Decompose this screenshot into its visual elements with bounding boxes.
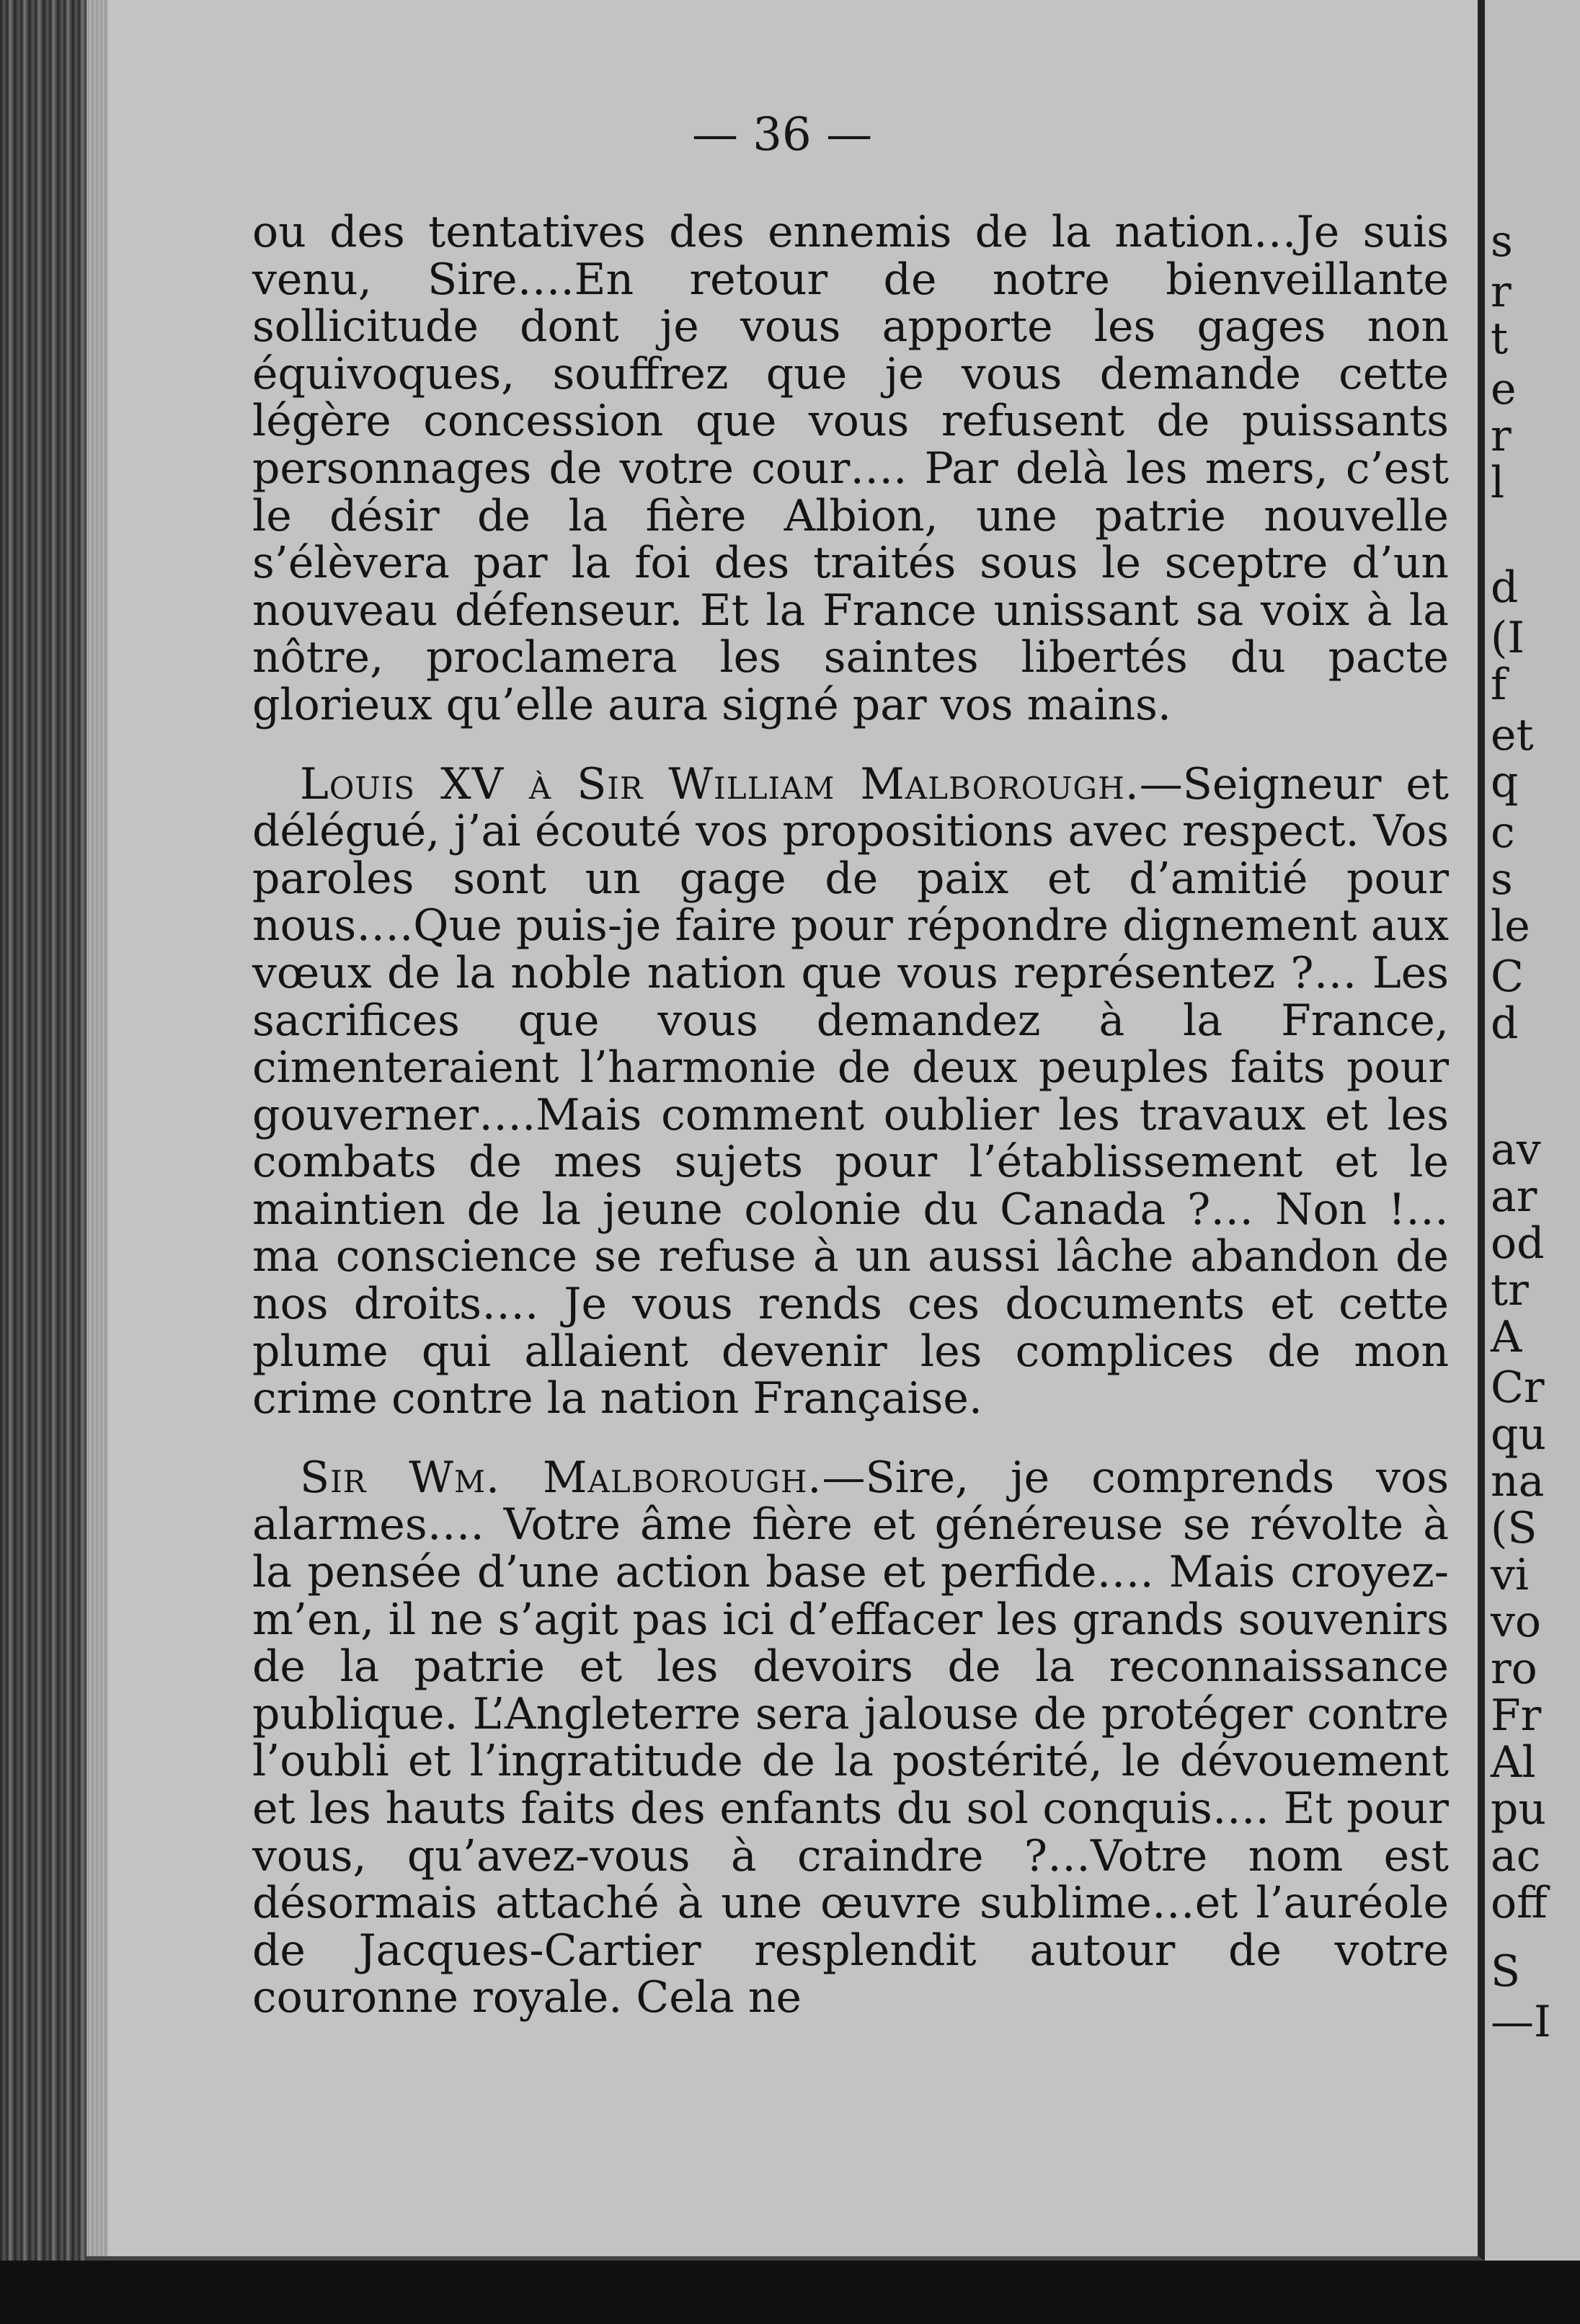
facing-page-fragment: off	[1491, 1878, 1548, 1928]
paragraph-continuation	[252, 209, 1449, 729]
facing-page-fragment: Cr	[1491, 1362, 1545, 1413]
facing-page-fragment: s	[1491, 216, 1513, 267]
paragraph-text: —Sire, je comprends vos alarmes…. Votre âme fière et généreuse se révolte à la pensée d’une action base et perfide…. Mais croyez-m’en, il ne s’agit pas ici d’effacer les grands souvenirs de la patrie et les devoirs de la reconnaissance publique. L’Angleterre sera jalouse de protéger contre l’oubli et l’ingratitude de la postérité, le dévouement et les hauts faits des enfants du sol conquis…. Et pour vous, qu’avez-vous à craindre ?…Votre nom est désormais attaché à une œuvre sublime…et l’auréole de Jacques-Cartier resplendit autour de votre couronne royale. Cela ne	[252, 1452, 1449, 2023]
facing-page-fragment: vi	[1491, 1550, 1530, 1600]
paragraph-text: —Seigneur et délégué, j’ai écouté vos propositions avec respect. Vos paroles sont un gage de paix et d’amitié pour nous….Que puis-je faire pour répondre dignement aux vœux de la noble nation que vous représentez ?… Les sacrifices que vous demandez à la France, cimenteraient l’harmonie de deux peuples faits pour gouverner….Mais comment oublier les travaux et les combats de mes sujets pour l’établissement et le maintien de la jeune colonie du Canada ?… Non !… ma conscience se refuse à un aussi lâche abandon de nos droits…. Je vous rends ces documents et cette plume qui allaient devenir les complices de mon crime contre la nation Française.	[252, 758, 1450, 1424]
facing-page-fragment: r	[1491, 411, 1512, 461]
facing-page-fragment: q	[1491, 757, 1519, 807]
facing-page-fragment: vo	[1491, 1597, 1542, 1647]
paragraph-text: ou des tentatives des ennemis de la nation…Je suis venu, Sire….En retour de notre bienveillante sollicitude dont je vous apporte les gages non équivoques, souffrez que je vous demande cette légère concession que vous refusent de puissants personnages de votre cour…. Par delà les mers, c’est le désir de la fière Albion, une patrie nouvelle s’élèvera par la foi des traités sous le sceptre d’un nouveau défenseur. Et la France unissant sa voix à la nôtre, proclamera les saintes libertés du pacte glorieux qu’elle aura signé par vos mains.	[252, 207, 1449, 730]
facing-page-fragment: Fr	[1491, 1690, 1542, 1741]
paragraph-louis-xv	[252, 758, 1450, 1424]
facing-page-fragment: qu	[1491, 1409, 1547, 1460]
facing-page-fragment: (I	[1491, 613, 1525, 663]
scan-bottom-border	[0, 2261, 1580, 2324]
facing-page-fragment: Al	[1491, 1737, 1536, 1788]
book-spine	[0, 0, 86, 2324]
page-text	[252, 209, 1449, 2022]
facing-page-fragment: t	[1491, 314, 1509, 364]
facing-page-fragment: d	[1491, 562, 1519, 613]
facing-page-fragment: tr	[1491, 1265, 1529, 1316]
facing-page-fragment: l	[1491, 458, 1505, 508]
facing-page-fragment: A	[1491, 1312, 1522, 1362]
page-number: — 36 —	[691, 108, 873, 161]
facing-page-fragment: C	[1491, 952, 1524, 1002]
facing-page-fragment: f	[1491, 660, 1507, 710]
facing-page-fragment: —I	[1491, 1997, 1551, 2047]
facing-page-fragment: ar	[1491, 1171, 1537, 1222]
facing-page-fragment: od	[1491, 1218, 1545, 1269]
paragraph-malborough	[252, 1452, 1449, 2023]
facing-page-fragment: e	[1491, 364, 1517, 414]
facing-page-fragment: s	[1491, 854, 1513, 905]
facing-page-fragment: pu	[1491, 1784, 1547, 1835]
page-edges	[86, 0, 108, 2256]
facing-page-fragment: (S	[1491, 1503, 1537, 1553]
speaker-heading: Sir Wm. Malborough.	[300, 1452, 822, 1503]
facing-page-fragment: av	[1491, 1125, 1541, 1175]
facing-page-fragment: S	[1491, 1946, 1521, 1997]
facing-page-fragment: na	[1491, 1456, 1545, 1507]
facing-page-fragment: c	[1491, 807, 1515, 858]
facing-page-fragment: et	[1491, 710, 1534, 760]
facing-page-fragment: le	[1491, 901, 1530, 952]
facing-page	[1485, 0, 1580, 2324]
facing-page-fragment: ro	[1491, 1644, 1537, 1694]
facing-page-fragment: r	[1491, 267, 1512, 317]
facing-page-fragment: d	[1491, 998, 1519, 1049]
facing-page-fragment: ac	[1491, 1831, 1541, 1881]
speaker-heading: Louis XV à Sir William Malborough.	[300, 758, 1140, 810]
